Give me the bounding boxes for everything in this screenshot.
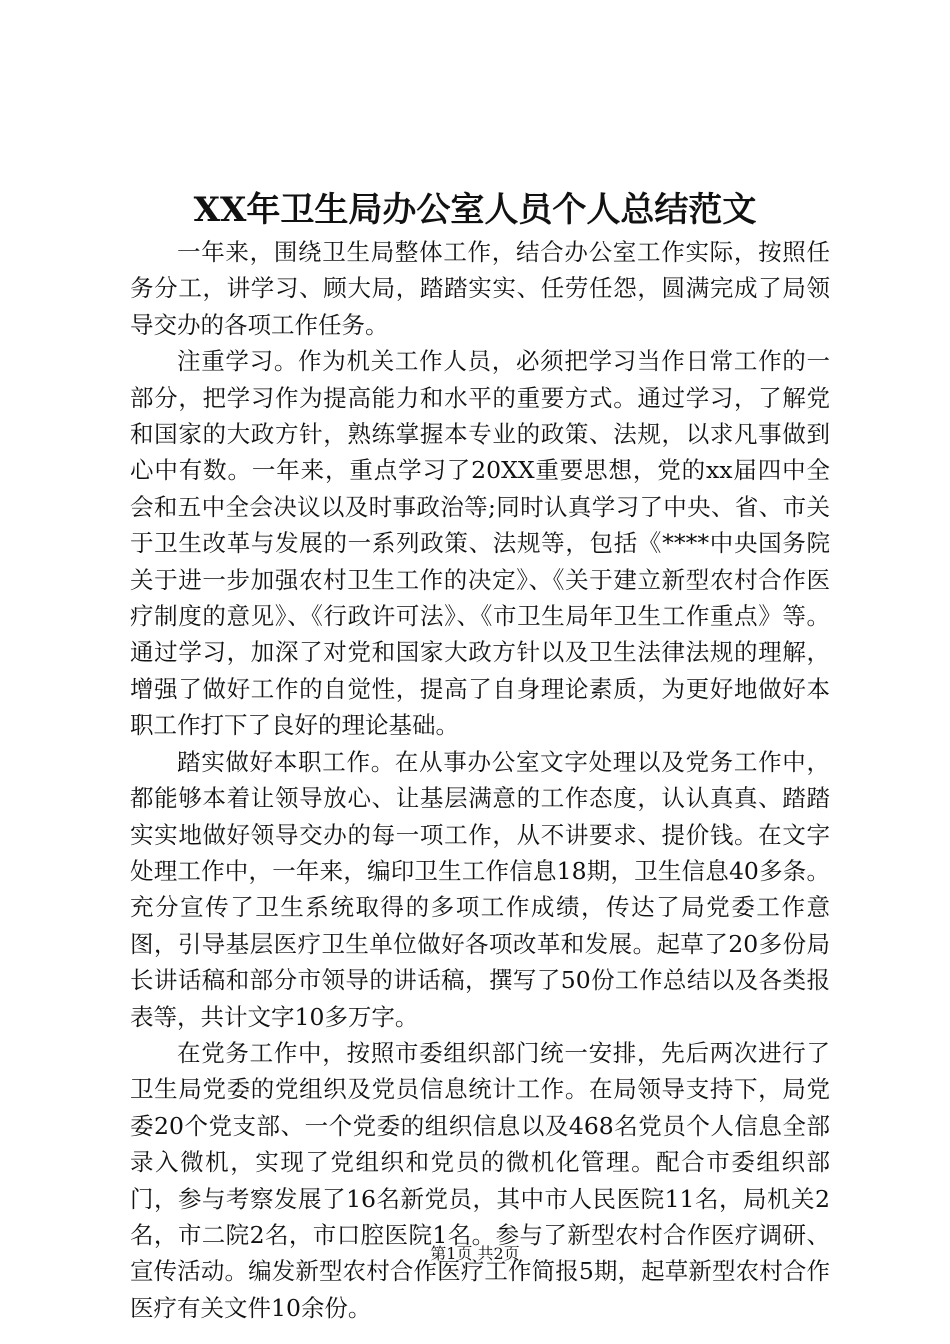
document-body [130,234,830,1326]
paragraph-party-affairs: 在党务工作中，按照市委组织部门统一安排，先后两次进行了卫生局党委的党组织及党员信息统计工作。在局领导支持下，局党委20个党支部、一个党委的组织信息以及468名党员个人信息全部录入微机，实现了党组织和党员的微机化管理。配合市委组织部门，参与考察发展了16名新党员，其中市人民医院11名，局机关2名，市二院2名，市口腔医院1名。参与了新型农村合作医疗调研、宣传活动。编发新型农村合作医疗工作简报5期，起草新型农村合作医疗有关文件10余份。 [130,1038,830,1322]
document-title: XX年卫生局办公室人员个人总结范文 [193,190,757,230]
paragraph-work: 踏实做好本职工作。在从事办公室文字处理以及党务工作中，都能够本着让领导放心、让基层满意的工作态度，认认真真、踏踏实实地做好领导交办的每一项工作，从不讲要求、提价钱。在文字处理工作中，一年来，编印卫生工作信息18期，卫生信息40多条。充分宣传了卫生系统取得的多项工作成绩，传达了局党委工作意图，引导基层医疗卫生单位做好各项改革和发展。起草了20多份局长讲话稿和部分市领导的讲话稿，撰写了50份工作总结以及各类报表等，共计文字10多万字。 [130,747,830,1031]
page-number-footer: 第1页 共2页 [430,1244,520,1263]
paragraph-study: 注重学习。作为机关工作人员，必须把学习当作日常工作的一部分，把学习作为提高能力和水平的重要方式。通过学习，了解党和国家的大政方针，熟练掌握本专业的政策、法规，以求凡事做到心中有数。一年来，重点学习了20XX重要思想，党的xx届四中全会和五中全会决议以及时事政治等;同时认真学习了中央、省、市关于卫生改革与发展的一系列政策、法规等，包括《****中央国务院关于进一步加强农村卫生工作的决定》、《关于建立新型农村合作医疗制度的意见》、《行政许可法》、《市卫生局年卫生工作重点》等。通过学习，加深了对党和国家大政方针以及卫生法律法规的理解，增强了做好工作的自觉性，提高了自身理论素质，为更好地做好本职工作打下了良好的理论基础。 [130,347,830,740]
paragraph-intro: 一年来，围绕卫生局整体工作，结合办公室工作实际，按照任务分工，讲学习、顾大局，踏踏实实、任劳任怨，圆满完成了局领导交办的各项工作任务。 [130,238,830,339]
